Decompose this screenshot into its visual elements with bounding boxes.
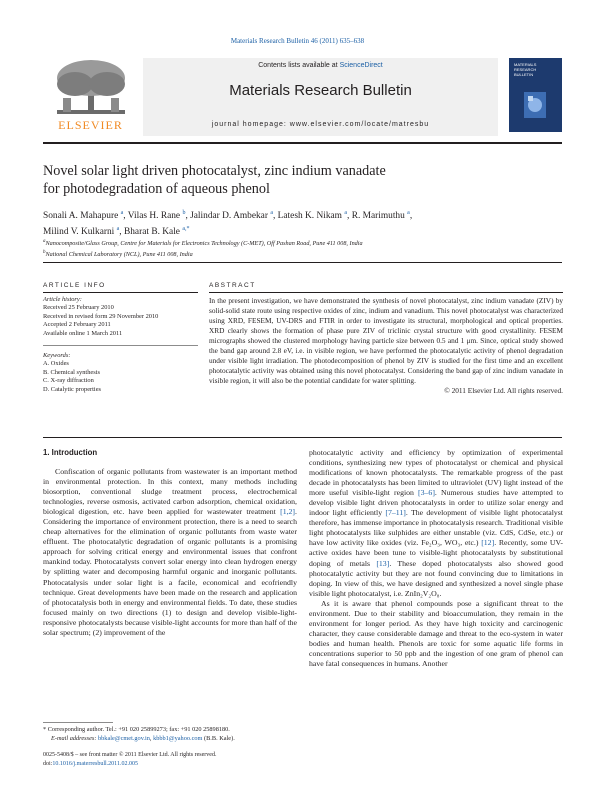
masthead-center [143,58,498,136]
top-section-rule [43,262,562,263]
tree-icon [45,58,136,116]
paragraph: As it is aware that phenol compounds pose a significant threat to the environment. Due to their stability and bioaccumulation, they remain in the environment for longer period. As they have high toxicity and carcinogenic character, they cause considerable damage and threat to the eco-system in water bodies and human health. Phenols are toxic for some aquatic life forms in concentrations superior to 50 ppb and the ingestion of one gram of phenol can have fatal consequences in humans. Another [309,598,563,668]
history-label: Article history: [43,296,82,303]
citation-link[interactable]: [1,2] [280,507,296,517]
doi-label: doi: [43,761,53,767]
contents-prefix: Contents lists available at [258,62,340,69]
author: R. Marimuthu [351,211,405,222]
keywords-label: Keywords: [43,352,71,359]
email-link[interactable]: bbkale@cmet.gov.in [98,734,150,742]
journal-cover-thumbnail[interactable] [509,58,562,132]
keyword: A. Oxides [43,360,69,368]
author-affil-mark[interactable]: a [116,226,120,233]
text-run: . Considering the importance of environment protection, there is a need to search cheap alternatives for the elimination of organic pollutants from waste water effluent. The photocatalytic degradation of organic pollutants is a promising approach for solving critical energy and environmental issues that confront mankind today. Photocatalysts convert solar energy into clean hydrogen energy by splitting water and decomposing harmful organic and inorganic pollutants. Photocatalysis under solar light is a facile, economical and ecofriendly technique. Great developments have been made on the research and application of photocatalysis both in energy and environmental fields. To date, these studies focused mainly on two directions (1) to design and develop visible-light-responsive photocatalysts because visible-light accounts for more than half of the solar spectrum; (2) improvement of the [43,507,297,637]
footnote [43,726,303,743]
issn-line: 0025-5408/$ – see front matter © 2011 Elsevier Ltd. All rights reserved. [43,752,217,758]
cover-title [514,62,558,77]
title-line-1: Novel solar light driven photocatalyst, zinc indium vanadate [43,163,386,179]
author: Jalindar D. Ambekar [190,211,268,222]
text-run: photocatalytic activity and efficiency by optimization of experimental conditions, synthesizing new types of photocatalyst or chemical and physical modifications of known photocatalysts. The remarkable progress of the past decade in photocatalysts has been limited to ultraviolet (UV) light instead of the more useful visible-light region [309,448,563,498]
body-column-left [43,467,297,638]
email-link[interactable]: kbbb1@yahoo.com [153,734,203,742]
affiliation [43,248,563,259]
history-item: Available online 1 March 2011 [43,329,123,337]
text-run: . These doped photocatalysts also showed good photocatalytic activity but they are not found convincing due to limitations in doping. In view of this, we have designed and synthesized a novel single phase visible light photocatalyst, i.e. ZnIn₂V₂O₈. [309,558,563,598]
article-history [43,296,198,338]
author-affil-mark[interactable]: a [120,210,124,216]
author-separator: , [347,211,352,222]
journal-homepage [143,121,498,128]
cover-line-2: RESEARCH [514,67,537,72]
corresponding-author-note: * Corresponding author. Tel.: +91 020 25899273; fax: +91 020 25898180. [43,726,230,733]
keyword: D. Catalytic properties [43,385,102,393]
author-affil-mark[interactable]: b [182,210,186,216]
email-separator: , [149,734,154,742]
text-run: . The development of visible light photocatalyst therefore, has immense importance in photocatalysis research. Traditional visible light photocatalysts like sulphides are either unstable (viz. CdS, CdSe, etc.) or have low activity like oxides (viz. Fe₂O₃, WO₃, etc.) [309,508,563,548]
text-run: . Numerous studies have attempted to develop visible light driven photocatalysts in order to utilize solar energy and indoor light efficiently [309,488,563,518]
info-heading-rule [43,292,198,293]
author: Milind V. Kulkarni [43,227,115,238]
author: Vilas H. Rane [127,211,181,222]
author-list [43,207,563,239]
author-separator: , [119,227,124,238]
body-column-right [309,448,563,669]
affiliation-text: National Chemical Laboratory (NCL), Pune 411 008, India [45,251,193,259]
history-item: Accepted 2 February 2011 [43,321,111,329]
homepage-link[interactable]: www.elsevier.com/locate/matresbu [289,121,430,128]
article-title [43,162,543,198]
author: Latesh K. Nikam [277,211,342,222]
abstract-copyright: © 2011 Elsevier Ltd. All rights reserved. [444,386,563,395]
homepage-prefix: journal homepage: [211,121,290,128]
cover-line-3: BULLETIN [514,72,534,77]
doi-line [43,760,343,769]
affiliation-text: Nanocomposite/Glass Group, Centre for Materials for Electronics Technology (C-MET), Off Pashan Road, Pune 411 008, India [45,240,363,248]
abstract-heading-rule [209,292,563,293]
author: Sonali A. Mahapure [43,211,119,222]
author-affil-mark[interactable]: a [270,210,273,216]
cover-art-icon [524,92,546,118]
keywords-rule [43,345,198,346]
text-run: Confiscation of organic pollutants from wastewater is an important method in environmental protection. In this context, many methods including biosorption, conventional sludge treatment process, electrochemical technologies, reverse osmosis, activated carbon adsorption, chemical oxidation, biological digestion, etc. have been applied for wastewater treatment [43,467,297,517]
footnote-rule [43,722,113,723]
email-tail: (B.B. Kale). [202,734,235,742]
author-separator: , [123,211,128,222]
cover-line-1: MATERIALS [514,62,537,67]
history-item: Received in revised form 29 November 2010 [43,312,159,320]
section-heading-introduction: 1. Introduction [43,448,98,457]
paragraph [43,467,297,638]
affiliations [43,237,563,259]
author-separator: , [272,211,278,222]
author-affil-mark[interactable]: a,* [182,226,190,233]
affiliation [43,237,563,248]
elsevier-logo[interactable] [43,58,138,136]
author-separator: , [409,211,413,222]
history-item: Received 25 February 2010 [43,304,114,312]
author-affil-mark[interactable]: a [344,210,347,216]
keyword: B. Chemical synthesis [43,368,100,376]
article-info-heading: ARTICLE INFO [43,282,106,289]
author-affil-mark[interactable]: a [407,210,410,216]
citation-link[interactable]: [7–11] [385,508,406,518]
contents-line [143,62,498,69]
affiliation-mark: b [43,250,46,256]
email-note [43,735,303,744]
citation-link[interactable]: [12] [481,538,495,548]
keyword: C. X-ray diffraction [43,377,94,385]
title-line-2: for photodegradation of aqueous phenol [43,181,270,197]
affiliation-mark: a [43,239,46,244]
abstract-body [209,296,563,396]
text-run: . Recently, some UV-active oxides have been tune to visible-light photocatalysts by substitutional doping of metals [309,538,563,568]
paragraph [309,448,563,599]
publisher-wordmark: ELSEVIER [58,118,123,132]
author: Bharat B. Kale [123,227,180,238]
citation-link[interactable]: [3–6] [418,488,435,498]
email-label: E-mail addresses: [51,734,98,742]
doi-link[interactable]: 10.1016/j.materresbull.2011.02.005 [52,761,138,767]
journal-citation[interactable]: Materials Research Bulletin 46 (2011) 635–638 [230,37,365,45]
citation-link[interactable]: [13] [376,558,390,568]
keywords [43,352,198,394]
sciencedirect-link[interactable]: ScienceDirect [339,62,383,69]
abstract-heading: ABSTRACT [209,282,256,289]
journal-masthead [43,58,562,136]
masthead-rule [43,142,562,144]
journal-title: Materials Research Bulletin [229,82,412,99]
front-matter-end-rule [43,437,562,438]
abstract-text: In the present investigation, we have demonstrated the synthesis of novel photocatalyst, zinc indium vanadate (ZIV) by solid-solid state route using respective oxides of zinc, indium and vanadium. This novel photocatalyst was characterized using XRD, FESEM, UV-DRS and FTIR in order to investigate its structural, morphological and optical properties. XRD clearly shows the formation of phase pure ZIV of triclinic crystal structure with good crystallinity. FESEM micrographs showed the clustered morphology having particle size between 0.5 and 1 μm. Since, optical study showed the band gap around 2.8 eV, i.e. in visible region, we have performed the photocatalytic activity of phenol degradation under visible light irradiation. The photodecomposition of phenol by ZIV is studied for the first time and an excellent photocatalytic activity was obtained using this novel photocatalyst. Considering the band gap of zinc indium vanadate in visible region, it will also be the potential candidate for water splitting. [209,296,563,385]
author-separator: , [185,211,191,222]
